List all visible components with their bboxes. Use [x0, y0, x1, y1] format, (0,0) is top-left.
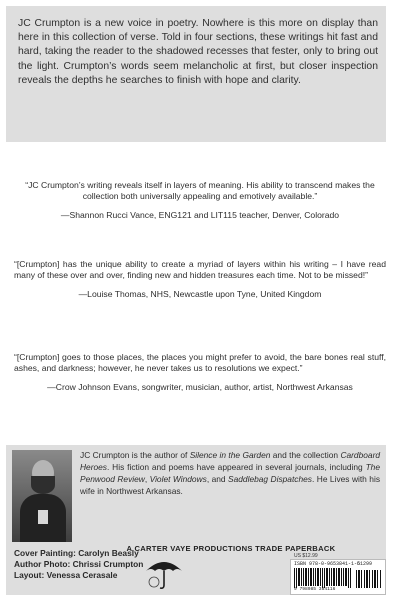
review-1	[14, 180, 386, 221]
journal-title: Saddlebag Dispatches	[228, 474, 312, 484]
author-cup	[38, 510, 48, 524]
bio-text: and the collection	[270, 450, 341, 460]
bio-text: . He Lives with his wife in Northwest Arkansas.	[80, 474, 381, 496]
umbrella-logo-icon	[142, 555, 186, 591]
bio-text: ,	[144, 474, 150, 484]
review-quote: “JC Crumpton’s writing reveals itself in layers of meaning. His ability to transcend makes the collection both universally appealing and emotively available.”	[25, 180, 375, 202]
publisher-line: A CARTER VAYE PRODUCTIONS TRADE PAPERBACK	[126, 544, 336, 553]
review-attribution: —Shannon Rucci Vance, ENG121 and LIT115 teacher, Denver, Colorado	[60, 209, 340, 220]
addon-number: 51299	[357, 561, 373, 567]
barcode-digits: 9 798985 384116	[294, 587, 336, 592]
journal-title: Violet Windows	[149, 474, 207, 484]
price-label: US $12.99	[294, 553, 318, 559]
credit-layout: Layout: Venessa Cerasale	[14, 570, 118, 580]
review-2	[14, 259, 386, 300]
author-bio	[80, 449, 380, 497]
barcode-bars	[294, 568, 352, 588]
bio-text: , and	[206, 474, 229, 484]
book-title: Silence in the Garden	[189, 450, 271, 460]
credit-cover: Cover Painting: Carolyn Beasly	[14, 548, 139, 558]
book-title: Cardboard Heroes	[80, 450, 381, 472]
isbn-number: ISBN 978-0-9653841-1-6	[294, 561, 361, 567]
review-attribution: —Louise Thomas, NHS, Newcastle upon Tyne, United Kingdom	[78, 288, 322, 299]
review-attribution: —Crow Johnson Evans, songwriter, musician, author, artist, Northwest Arkansas	[47, 381, 353, 392]
author-beard	[31, 476, 55, 494]
addon-barcode-bars	[356, 570, 382, 588]
review-quote: “[Crumpton] has the unique ability to create a myriad of layers within his writing – I have read many of these over and over, finding new and hidden treasures each time. Not to be missed!”	[14, 259, 386, 281]
credits	[14, 548, 143, 581]
review-3	[14, 352, 386, 393]
isbn-barcode	[290, 559, 386, 595]
book-blurb: JC Crumpton is a new voice in poetry. Nowhere is this more on display than here in this collection of verse. Told in four sections, these writings hit fast and hard, taking the reader to the shadowed recesses that fester, only to bring out the light. Crumpton’s words seem melancholic at first, but closer inspection reveals the depths he searches to finish with hope and clarity.	[18, 18, 378, 86]
review-quote: “[Crumpton] goes to those places, the places you might prefer to avoid, the bare bones real stuff, ashes, and darkness; however, he never takes us to resolutions we expect.”	[14, 352, 386, 374]
blurb-panel	[6, 6, 386, 142]
bio-text: JC Crumpton is the author of	[80, 450, 190, 460]
journal-title: The Penwood Review	[80, 462, 380, 484]
author-photo	[12, 450, 72, 542]
bio-text: . His fiction and poems have appeared in several journals, including	[107, 462, 366, 472]
author-panel	[6, 445, 386, 595]
credit-photo: Author Photo: Chrissi Crumpton	[14, 559, 144, 569]
